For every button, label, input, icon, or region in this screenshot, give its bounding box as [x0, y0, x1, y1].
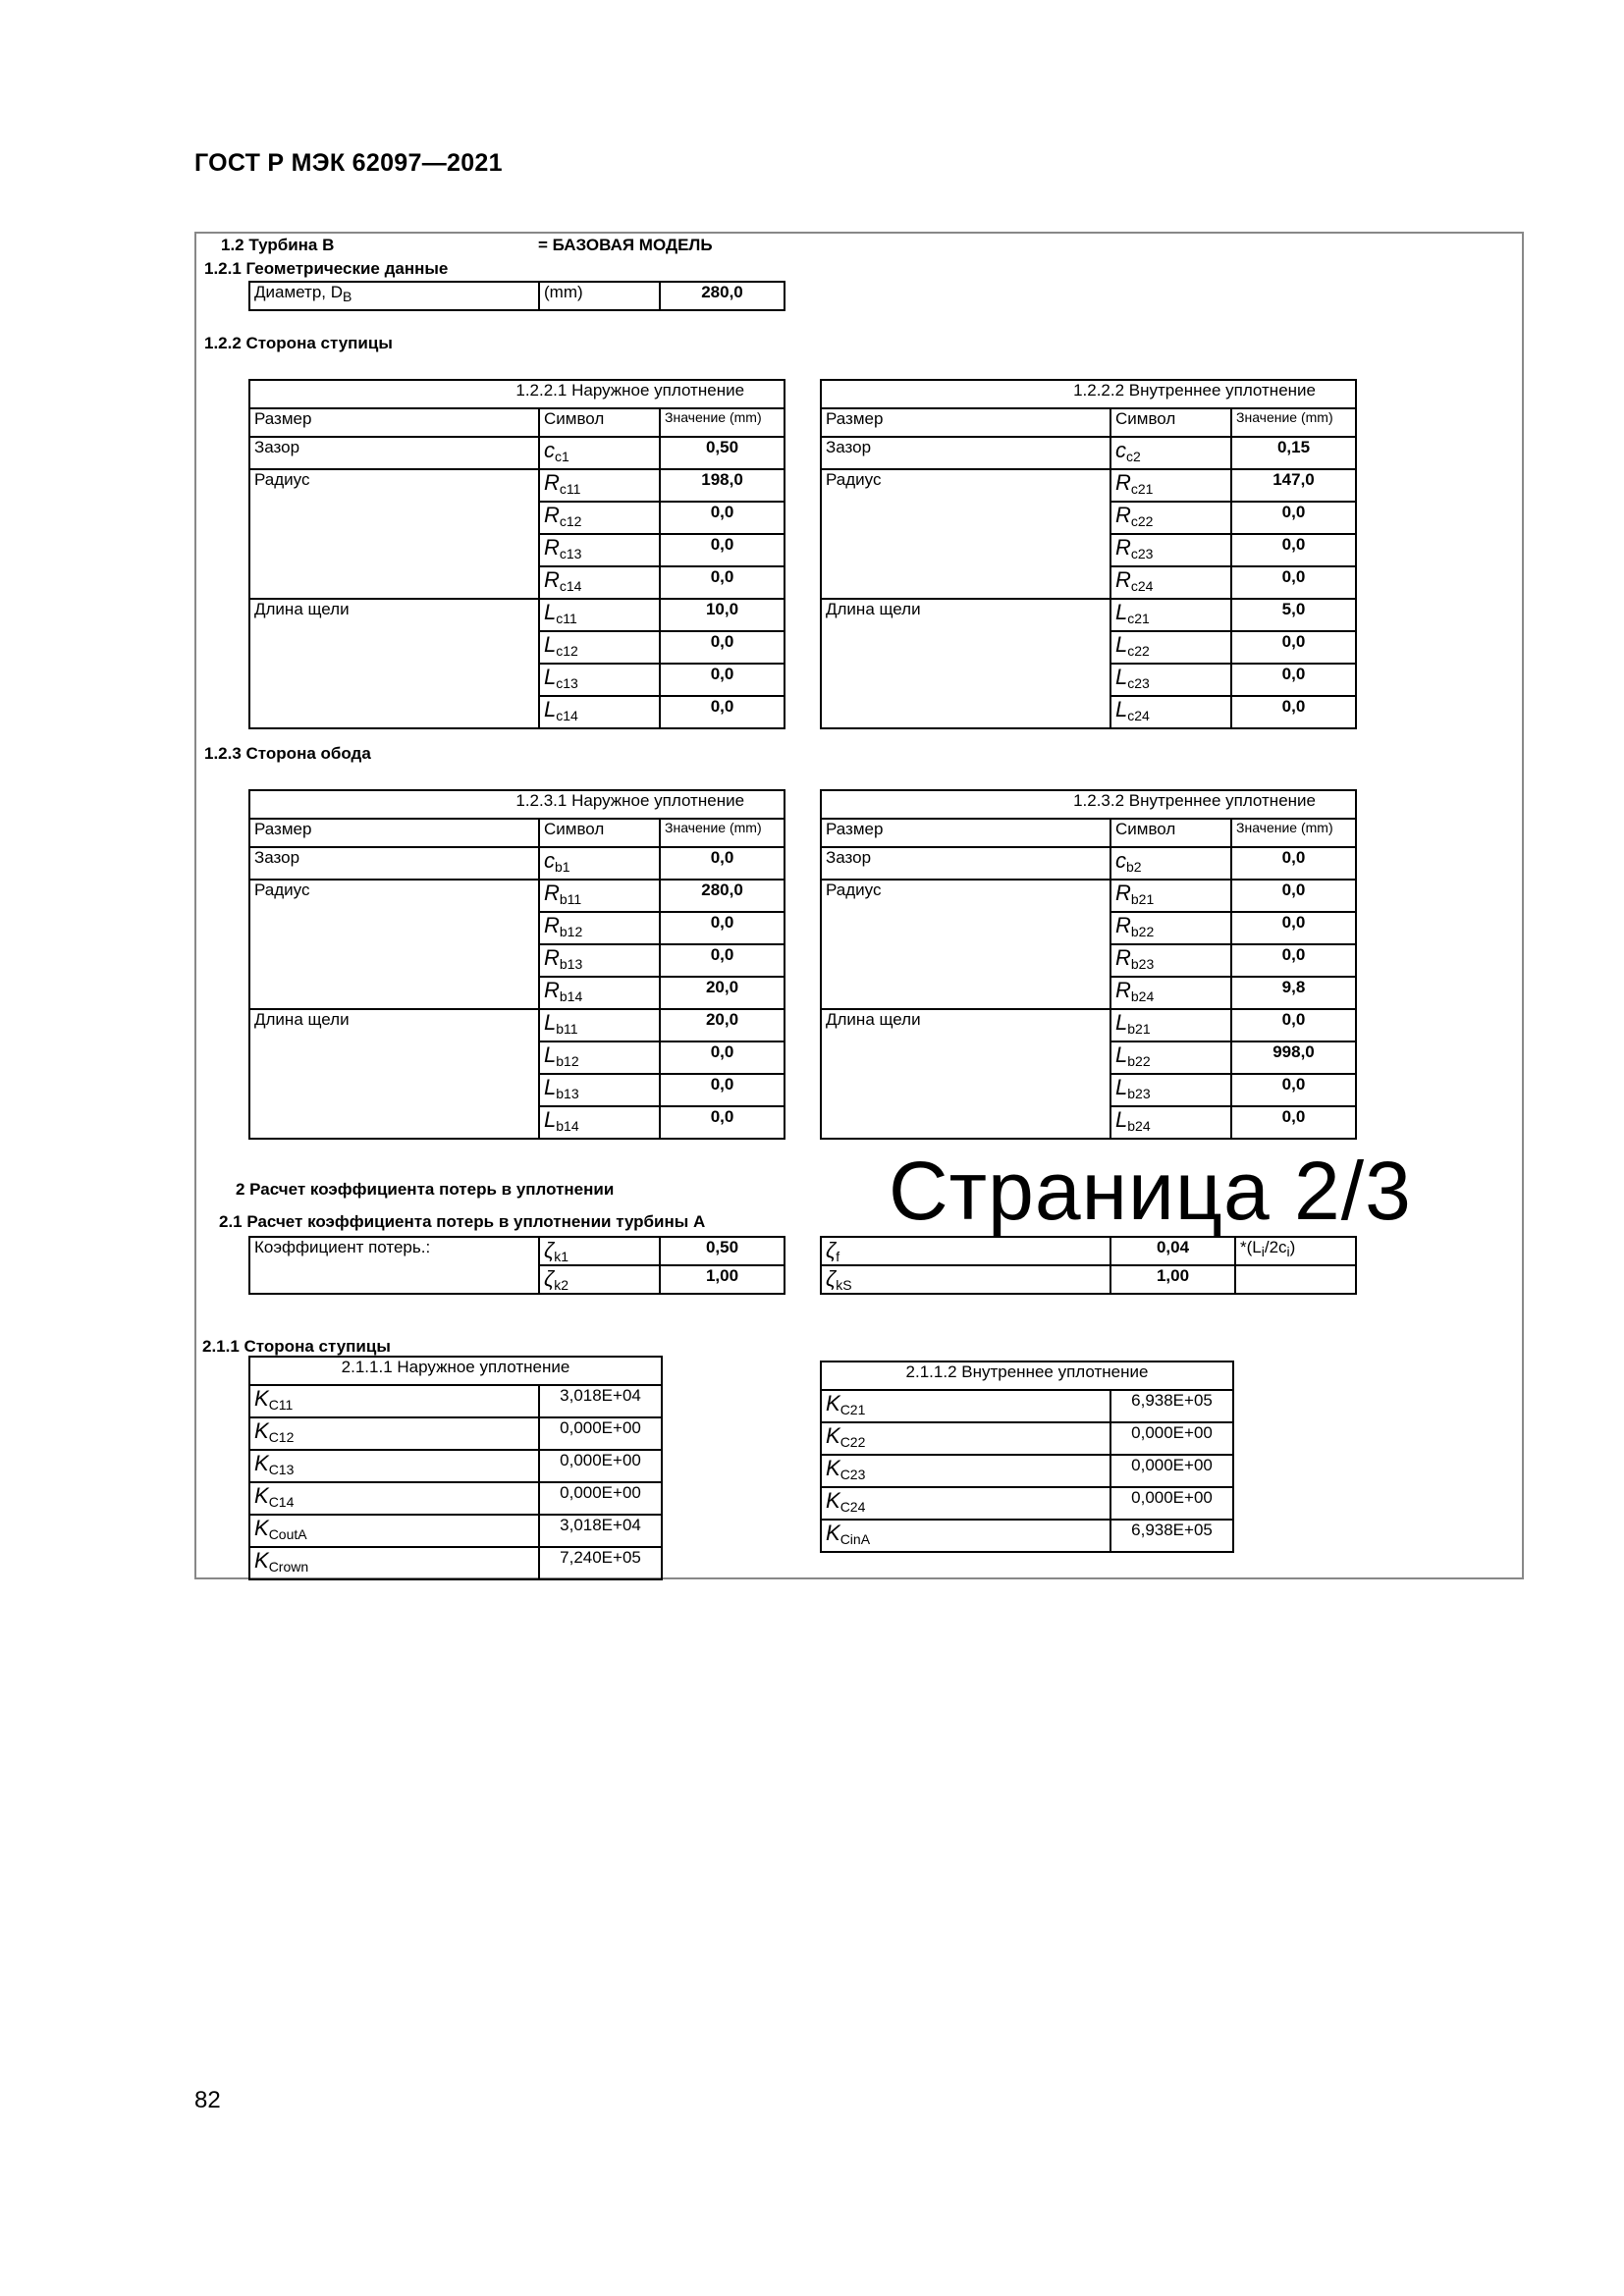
zeta-f-note: $*(L_i/2c_i)$ — [1235, 1237, 1356, 1265]
table-title: 2.1.1.1 Наружное уплотнение — [249, 1357, 662, 1385]
zeta-f-symbol: $\zeta_f$ — [821, 1237, 1110, 1265]
row-label-gap: Зазор — [821, 847, 1110, 880]
symbol-cell: $L_{c22}$ — [1110, 631, 1231, 664]
symbol-cell: $R_{b12}$ — [539, 912, 660, 944]
value-cell: 0,0 — [660, 1041, 785, 1074]
zeta-k1-symbol: $\zeta_{k1}$ — [539, 1237, 660, 1265]
section-1-2-2-title: 1.2.2 Сторона ступицы — [204, 334, 393, 352]
value-cell: 20,0 — [660, 977, 785, 1009]
value-cell: 280,0 — [660, 880, 785, 912]
k-value-cell: 0,000E+00 — [1110, 1487, 1233, 1520]
symbol-cell: $R_{b23}$ — [1110, 944, 1231, 977]
page-number: 82 — [194, 2087, 221, 2113]
zeta-k2-value: 1,00 — [660, 1265, 785, 1294]
zeta-k1-value: 0,50 — [660, 1237, 785, 1265]
value-cell: 0,0 — [1231, 944, 1356, 977]
k-value-cell: 0,000E+00 — [539, 1417, 662, 1450]
symbol-cell: $L_{c14}$ — [539, 696, 660, 728]
value-cell: 998,0 — [1231, 1041, 1356, 1074]
symbol-cell: $L_{b12}$ — [539, 1041, 660, 1074]
symbol-cell: $L_{c11}$ — [539, 599, 660, 631]
k-symbol-cell: $K_{CoutA}$ — [249, 1515, 539, 1547]
value-cell: 0,0 — [1231, 502, 1356, 534]
table-2-1-1-2 — [820, 1361, 1234, 1553]
k-symbol-cell: $K_{C12}$ — [249, 1417, 539, 1450]
diameter-value: 280,0 — [660, 282, 785, 310]
k-value-cell: 6,938E+05 — [1110, 1390, 1233, 1422]
value-cell: 0,0 — [1231, 631, 1356, 664]
k-value-cell: 0,000E+00 — [539, 1482, 662, 1515]
row-label-radius: Радиус — [249, 469, 539, 599]
symbol-cell: $L_{b23}$ — [1110, 1074, 1231, 1106]
k-symbol-cell: $K_{C14}$ — [249, 1482, 539, 1515]
col-header-value: Значение (mm) — [1231, 408, 1356, 437]
col-header-symbol: Символ — [1110, 819, 1231, 847]
value-cell: 0,0 — [1231, 1009, 1356, 1041]
symbol-cell: $R_{c24}$ — [1110, 566, 1231, 599]
value-cell: 0,0 — [660, 502, 785, 534]
symbol-cell: $R_{b11}$ — [539, 880, 660, 912]
row-label-gap: Зазор — [249, 437, 539, 469]
section-1-2-title: 1.2 Турбина B — [221, 236, 335, 254]
value-cell: 0,0 — [1231, 912, 1356, 944]
row-label-slot: Длина щели — [249, 599, 539, 728]
section-2-1-1-title: 2.1.1 Сторона ступицы — [202, 1337, 391, 1356]
symbol-cell: $L_{c13}$ — [539, 664, 660, 696]
row-label-slot: Длина щели — [821, 1009, 1110, 1139]
table-title: 1.2.3.2 Внутреннее уплотнение — [821, 790, 1356, 819]
zeta-f-value: 0,04 — [1110, 1237, 1235, 1265]
k-symbol-cell: $K_{C24}$ — [821, 1487, 1110, 1520]
col-header-value: Значение (mm) — [660, 819, 785, 847]
table-1-2-3-2 — [820, 789, 1357, 1140]
zeta-kS-note — [1235, 1265, 1356, 1294]
table-title: 1.2.2.2 Внутреннее уплотнение — [821, 380, 1356, 408]
k-value-cell: 3,018E+04 — [539, 1515, 662, 1547]
symbol-cell: $R_{b21}$ — [1110, 880, 1231, 912]
value-cell: 9,8 — [1231, 977, 1356, 1009]
value-cell: 0,0 — [1231, 696, 1356, 728]
value-cell: 0,0 — [660, 1106, 785, 1139]
section-1-2-3-title: 1.2.3 Сторона обода — [204, 744, 371, 763]
table-title: 1.2.2.1 Наружное уплотнение — [249, 380, 785, 408]
symbol-cell: $L_{b22}$ — [1110, 1041, 1231, 1074]
symbol-cell: $L_{c23}$ — [1110, 664, 1231, 696]
col-header-symbol: Символ — [1110, 408, 1231, 437]
symbol-cell: $L_{b13}$ — [539, 1074, 660, 1106]
diameter-table — [248, 281, 785, 311]
zeta-kS-symbol: $\zeta_{kS}$ — [821, 1265, 1110, 1294]
symbol-cell: $R_{c14}$ — [539, 566, 660, 599]
table-title: 2.1.1.2 Внутреннее уплотнение — [821, 1362, 1233, 1390]
value-cell: 0,0 — [660, 912, 785, 944]
col-header-value: Значение (mm) — [660, 408, 785, 437]
symbol-cell: $R_{c21}$ — [1110, 469, 1231, 502]
value-cell: 0,0 — [660, 534, 785, 566]
k-symbol-cell: $K_{C13}$ — [249, 1450, 539, 1482]
col-header-symbol: Символ — [539, 408, 660, 437]
value-cell: 0,0 — [1231, 847, 1356, 880]
symbol-cell: $c_{c1}$ — [539, 437, 660, 469]
k-symbol-cell: $K_{C22}$ — [821, 1422, 1110, 1455]
k-value-cell: 3,018E+04 — [539, 1385, 662, 1417]
value-cell: 0,0 — [660, 1074, 785, 1106]
value-cell: 0,0 — [660, 847, 785, 880]
k-symbol-cell: $K_{Crown}$ — [249, 1547, 539, 1579]
k-value-cell: 0,000E+00 — [1110, 1422, 1233, 1455]
symbol-cell: $L_{c12}$ — [539, 631, 660, 664]
k-symbol-cell: $K_{C23}$ — [821, 1455, 1110, 1487]
symbol-cell: $L_{b14}$ — [539, 1106, 660, 1139]
symbol-cell: $L_{c24}$ — [1110, 696, 1231, 728]
value-cell: 0,0 — [1231, 880, 1356, 912]
diameter-unit: (mm) — [539, 282, 660, 310]
row-label-slot: Длина щели — [821, 599, 1110, 728]
col-header-size: Размер — [821, 819, 1110, 847]
k-value-cell: 0,000E+00 — [1110, 1455, 1233, 1487]
symbol-cell: $L_{b21}$ — [1110, 1009, 1231, 1041]
value-cell: 198,0 — [660, 469, 785, 502]
k-symbol-cell: $K_{C11}$ — [249, 1385, 539, 1417]
zeta-kS-value: 1,00 — [1110, 1265, 1235, 1294]
value-cell: 10,0 — [660, 599, 785, 631]
value-cell: 0,0 — [660, 696, 785, 728]
symbol-cell: $R_{c23}$ — [1110, 534, 1231, 566]
table-2-1-1-1 — [248, 1356, 663, 1580]
loss-coef-table-left — [248, 1236, 785, 1295]
col-header-value: Значение (mm) — [1231, 819, 1356, 847]
k-symbol-cell: $K_{C21}$ — [821, 1390, 1110, 1422]
table-title: 1.2.3.1 Наружное уплотнение — [249, 790, 785, 819]
col-header-size: Размер — [249, 408, 539, 437]
loss-coef-table-right — [820, 1236, 1357, 1295]
symbol-cell: $c_{c2}$ — [1110, 437, 1231, 469]
value-cell: 0,0 — [1231, 1106, 1356, 1139]
value-cell: 0,0 — [660, 944, 785, 977]
symbol-cell: $R_{b14}$ — [539, 977, 660, 1009]
section-2-title: 2 Расчет коэффициента потерь в уплотнении — [236, 1180, 615, 1199]
document-header: ГОСТ Р МЭК 62097—2021 — [194, 149, 503, 177]
diameter-label: Диаметр, $D_B$ — [249, 282, 539, 310]
section-2-1-title: 2.1 Расчет коэффициента потерь в уплотнении турбины А — [219, 1212, 706, 1231]
row-label-radius: Радиус — [821, 880, 1110, 1009]
k-value-cell: 7,240E+05 — [539, 1547, 662, 1579]
section-1-2-1-title: 1.2.1 Геометрические данные — [204, 259, 449, 278]
value-cell: 0,0 — [660, 631, 785, 664]
value-cell: 0,0 — [660, 664, 785, 696]
value-cell: 0,0 — [660, 566, 785, 599]
symbol-cell: $R_{b24}$ — [1110, 977, 1231, 1009]
value-cell: 0,0 — [1231, 1074, 1356, 1106]
value-cell: 5,0 — [1231, 599, 1356, 631]
row-label-radius: Радиус — [249, 880, 539, 1009]
value-cell: 0,50 — [660, 437, 785, 469]
symbol-cell: $R_{b13}$ — [539, 944, 660, 977]
row-label-gap: Зазор — [249, 847, 539, 880]
value-cell: 0,0 — [1231, 566, 1356, 599]
symbol-cell: $R_{c11}$ — [539, 469, 660, 502]
row-label-slot: Длина щели — [249, 1009, 539, 1139]
table-1-2-2-2 — [820, 379, 1357, 729]
table-1-2-2-1 — [248, 379, 785, 729]
symbol-cell: $c_{b2}$ — [1110, 847, 1231, 880]
col-header-symbol: Символ — [539, 819, 660, 847]
symbol-cell: $L_{b24}$ — [1110, 1106, 1231, 1139]
value-cell: 0,15 — [1231, 437, 1356, 469]
symbol-cell: $R_{b22}$ — [1110, 912, 1231, 944]
value-cell: 0,0 — [1231, 534, 1356, 566]
symbol-cell: $R_{c13}$ — [539, 534, 660, 566]
k-value-cell: 6,938E+05 — [1110, 1520, 1233, 1552]
symbol-cell: $L_{c21}$ — [1110, 599, 1231, 631]
symbol-cell: $L_{b11}$ — [539, 1009, 660, 1041]
symbol-cell: $c_{b1}$ — [539, 847, 660, 880]
col-header-size: Размер — [821, 408, 1110, 437]
zeta-k2-symbol: $\zeta_{k2}$ — [539, 1265, 660, 1294]
value-cell: 0,0 — [1231, 664, 1356, 696]
coef-label: Коэффициент потерь.: — [249, 1237, 539, 1294]
row-label-gap: Зазор — [821, 437, 1110, 469]
model-label: = БАЗОВАЯ МОДЕЛЬ — [538, 236, 713, 254]
k-symbol-cell: $K_{CinA}$ — [821, 1520, 1110, 1552]
k-value-cell: 0,000E+00 — [539, 1450, 662, 1482]
col-header-size: Размер — [249, 819, 539, 847]
page-stamp: Страница 2/3 — [889, 1145, 1412, 1237]
table-1-2-3-1 — [248, 789, 785, 1140]
symbol-cell: $R_{c12}$ — [539, 502, 660, 534]
row-label-radius: Радиус — [821, 469, 1110, 599]
value-cell: 147,0 — [1231, 469, 1356, 502]
value-cell: 20,0 — [660, 1009, 785, 1041]
symbol-cell: $R_{c22}$ — [1110, 502, 1231, 534]
